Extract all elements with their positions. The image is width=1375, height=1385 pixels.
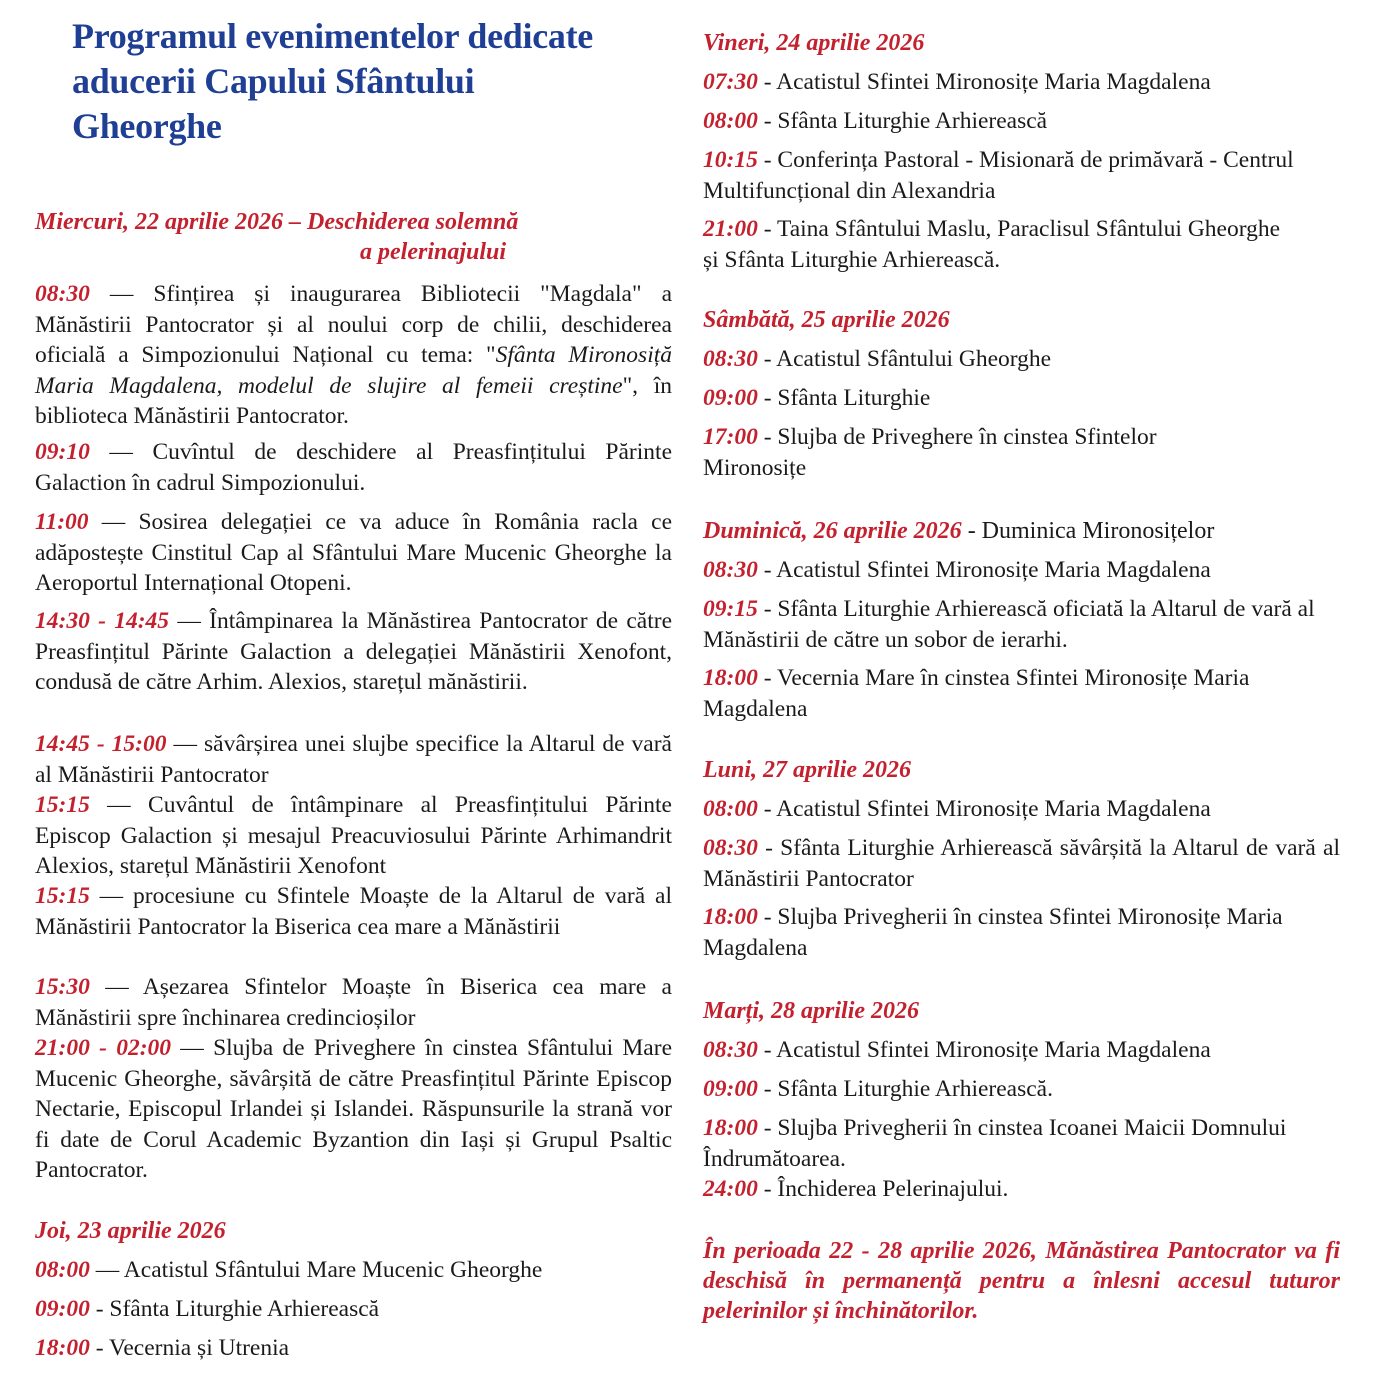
event-time: 08:30 [703,346,758,372]
event-text: Cuvântul de întâmpinare al Preasfințitului Părinte Episcop Galaction și mesajul Preacuviosului Părinte Arhimandrit Alexios, starețul Mănăstirii Xenofont [35,792,672,879]
event-time: 08:30 [703,1037,758,1063]
event-separator: - [89,1335,109,1361]
event-separator: — [89,883,134,909]
event-item [703,67,1340,98]
event-separator: - [757,904,778,930]
event-separator: - [757,424,778,450]
event-separator: — [171,1035,214,1061]
day-heading-date: Miercuri, 22 aprilie 2026 [35,209,284,235]
event-time: 18:00 [35,1335,90,1361]
event-text: Întâmpinarea la Mănăstirea Pantocrator de către Preasfințitul Părinte Galaction a delegației Mănăstirii Xenofont, condusă de către Arhim. Alexios, starețul mănăstirii. [35,608,673,695]
event-time: 15:15 [35,792,90,818]
event-separator: - [757,665,777,691]
event-text: Sfânta Liturghie Arhierească oficiată la Altarul de vară al Mănăstirii de către un sobor de ierarhi. [703,596,1315,653]
closing-note: În perioada 22 - 28 aprilie 2026, Mănăstirea Pantocrator va fi deschisă în permanență pentru a înlesni accesul tuturor pelerinilor și închinătorilor. [703,1238,1340,1324]
event-separator: - [757,596,778,622]
event-text: Acatistul Sfintei Mironosițe Maria Magdalena [776,796,1211,822]
event-text: Slujba de Priveghere în cinstea Sfintelor Mironosițe [703,424,1157,481]
event-time: 21:00 - 02:00 [35,1035,172,1061]
day-heading: Joi, 23 aprilie 2026 [35,1218,226,1244]
event-separator: — [89,792,149,818]
event-text: Conferința Pastoral - Misionară de primăvară - Centrul Multifuncțional din Alexandria [703,147,1294,204]
event-item [703,106,1340,137]
event-item [703,794,1340,825]
event-item [35,1333,672,1364]
event-time: 09:10 [35,439,90,465]
event-text: procesiune cu Sfintele Moaște de la Altarul de vară al Mănăstirii Pantocrator la Biserica cea mare a Mănăstirii [35,883,672,940]
event-time: 09:00 [703,1076,758,1102]
event-item [35,1033,672,1186]
event-text-end: ", în biblioteca Mănăstirii Pantocrator. [35,372,673,429]
event-time: 08:30 [703,835,758,861]
day-heading-subtitle: – Deschiderea solemnă [283,209,519,235]
event-separator: — [89,281,154,307]
event-separator: — [88,509,139,535]
event-time: 08:00 [35,1257,90,1283]
event-text: Închiderea Pelerinajului. [777,1176,1009,1202]
event-separator: - [757,796,777,822]
day-heading: Luni, 27 aprilie 2026 [703,757,912,783]
event-text: Sfințirea și inaugurarea Bibliotecii "Magdala" a Mănăstirii Pantocrator și al noului corp de chilii, deschiderea oficială a Simpozionului Național cu tema: " [35,281,673,368]
event-text: Slujba Privegherii în cinstea Icoanei Maicii Domnului Îndrumătoarea. [703,1115,1287,1172]
event-time: 14:30 - 14:45 [35,608,170,634]
event-text: Sfânta Liturghie Arhierească săvârșită la Altarul de vară al Mănăstirii Pantocrator [703,835,1341,892]
event-text: Sosirea delegației ce va aduce în România racla ce adăpostește Cinstitul Cap al Sfântului Mare Mucenic Gheorghe la Aeroportul Internațional Otopeni. [35,509,673,596]
event-time: 18:00 [703,665,758,691]
event-text: Acatistul Sfântului Gheorghe [776,346,1052,372]
day-heading-subtitle-cont: a pelerinajului [360,239,507,265]
event-text: Sfânta Liturghie [777,385,931,411]
event-text: săvârșirea unei slujbe specifice la Altarul de vară al Mănăstirii Pantocrator [35,731,672,788]
event-separator: - [757,1176,778,1202]
event-text: Așezarea Sfintelor Moaște în Biserica cea mare a Mănăstirii spre închinarea credincioșilor [35,974,672,1031]
event-item [703,594,1343,655]
day-heading-date: Duminică, 26 aprilie 2026 [703,518,962,544]
event-text: Vecernia și Utrenia [108,1335,290,1361]
event-item [703,1035,1340,1066]
event-separator: - [757,835,781,861]
event-text: Slujba Privegherii în cinstea Sfintei Mironosițe Maria Magdalena [703,904,1283,961]
event-item [703,555,1340,586]
event-time: 09:00 [35,1296,90,1322]
event-item [703,344,1340,375]
event-separator: - [757,69,777,95]
event-item [703,902,1323,963]
event-separator: - [757,147,778,173]
event-item [703,422,1263,483]
event-text: Cuvîntul de deschidere al Preasfințitului Părinte Galaction în cadrul Simpozionului. [35,439,673,496]
event-separator: - [757,1037,777,1063]
event-separator: — [89,974,143,1000]
event-time: 15:15 [35,883,90,909]
day-heading [703,516,1343,546]
event-text: Sfânta Liturghie Arhierească. [777,1076,1053,1102]
event-item [703,1074,1340,1105]
event-item [35,881,672,942]
day-heading: Sâmbătă, 25 aprilie 2026 [703,307,950,333]
event-time: 11:00 [35,509,89,535]
day-heading-subtitle: - Duminica Mironosițelor [961,518,1215,544]
event-separator: — [89,439,153,465]
event-item [35,279,672,432]
event-time: 10:15 [703,147,758,173]
event-item [703,214,1283,275]
event-item [703,1113,1340,1174]
event-item [703,663,1293,724]
event-time: 18:00 [703,904,758,930]
event-separator: - [757,385,778,411]
event-item [703,383,1340,414]
event-text: Acatistul Sfintei Mironosițe Maria Magdalena [776,69,1211,95]
event-item [35,972,672,1033]
event-separator: - [757,216,777,242]
event-text: Sfânta Liturghie Arhierească [777,108,1048,134]
event-text: Taina Sfântului Maslu, Paraclisul Sfântului Gheorghe și Sfânta Liturghie Arhierească. [703,216,1281,273]
event-separator: - [757,1076,778,1102]
event-item [35,1255,672,1286]
event-item [35,437,672,498]
event-time: 18:00 [703,1115,758,1141]
event-time: 21:00 [703,216,758,242]
event-item [35,1294,672,1325]
event-separator: - [757,557,777,583]
event-theme-title: Sfânta Mironosiță Maria Magdalena, modelul de slujire al femeii creștine [35,342,673,399]
event-text: Acatistul Sfintei Mironosițe Maria Magdalena [776,557,1211,583]
event-separator: - [89,1296,110,1322]
event-time: 09:00 [703,385,758,411]
page-title: Programul evenimentelor dedicate aducerii Capului Sfântului Gheorghe [72,16,593,146]
event-item [35,790,672,882]
event-separator: — [166,731,205,757]
event-text: Vecernia Mare în cinstea Sfintei Mironosițe Maria Magdalena [703,665,1250,722]
event-separator: - [757,1115,778,1141]
event-time: 08:00 [703,796,758,822]
day-heading [35,207,672,267]
event-time: 14:45 - 15:00 [35,731,167,757]
day-heading: Vineri, 24 aprilie 2026 [703,30,925,56]
event-time: 15:30 [35,974,90,1000]
event-time: 08:30 [703,557,758,583]
event-time: 24:00 [703,1176,758,1202]
event-item [35,606,672,698]
event-separator: - [757,346,777,372]
event-time: 07:30 [703,69,758,95]
event-separator: — [169,608,210,634]
event-time: 09:15 [703,596,758,622]
event-item [35,507,672,599]
event-text: Acatistul Sfintei Mironosițe Maria Magdalena [776,1037,1211,1063]
event-text: Sfânta Liturghie Arhierească [109,1296,380,1322]
event-separator: — [89,1257,124,1283]
event-item [703,833,1340,894]
event-time: 17:00 [703,424,758,450]
event-time: 08:00 [703,108,758,134]
event-item [703,1174,1340,1205]
event-separator: - [757,108,778,134]
event-text: Slujba de Priveghere în cinstea Sfântului Mare Mucenic Gheorghe, săvârșită de către Preasfințitul Părinte Episcop Nectarie, Episcopul Irlandei și Islandei. Răspunsurile la strană vor fi date de Corul Academic Byzantion din Iași și Grupul Psaltic Pantocrator. [35,1035,672,1183]
event-time: 08:30 [35,281,90,307]
day-heading: Marți, 28 aprilie 2026 [703,998,920,1024]
event-item [703,145,1313,206]
event-text: Acatistul Sfântului Mare Mucenic Gheorghe [123,1257,543,1283]
event-item [35,729,672,790]
